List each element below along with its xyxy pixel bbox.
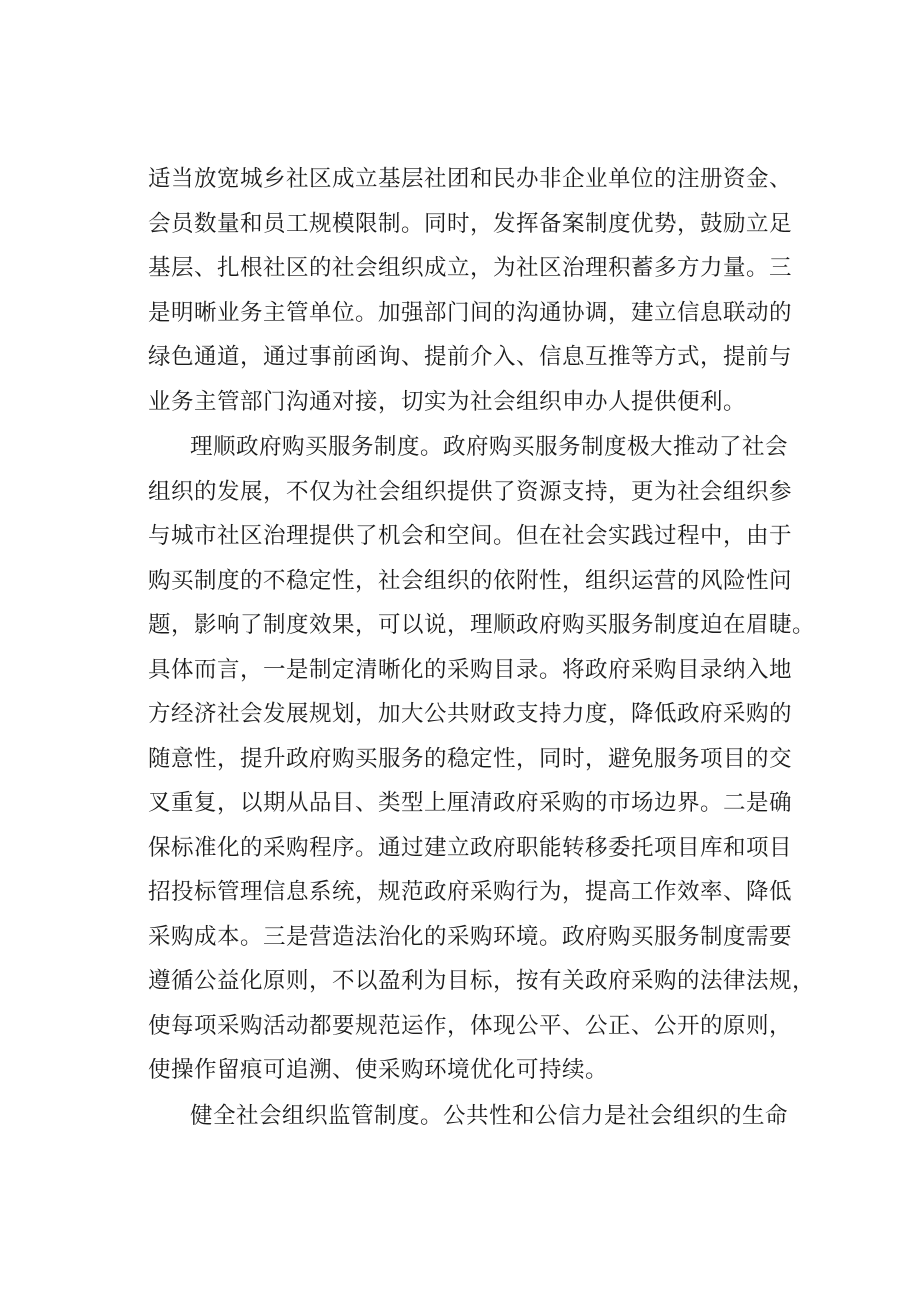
- paragraph-line: 保标准化的采购程序。通过建立政府职能转移委托项目库和项目: [148, 834, 793, 861]
- paragraph-line: 业务主管部门沟通对接，切实为社会组织申办人提供便利。: [148, 388, 747, 415]
- paragraph-line: 适当放宽城乡社区成立基层社团和民办非企业单位的注册资金、: [148, 166, 793, 192]
- document-body: [148, 157, 816, 1138]
- paragraph-line: 使操作留痕可追溯、使采购环境优化可持续。: [148, 1057, 609, 1083]
- paragraph-3: [148, 1094, 808, 1139]
- paragraph-line: 遵循公益化原则，不以盈利为目标，按有关政府采购的法律法规，: [148, 968, 816, 994]
- paragraph-1: [148, 157, 808, 424]
- paragraph-2: [148, 425, 816, 1093]
- paragraph-line: 采购成本。三是营造法治化的采购环境。政府购买服务制度需要: [148, 923, 793, 950]
- paragraph-line: 题，影响了制度效果，可以说，理顺政府购买服务制度迫在眉睫。: [148, 612, 816, 638]
- paragraph-line: 是明晰业务主管单位。加强部门间的沟通协调，建立信息联动的: [148, 299, 793, 326]
- paragraph-line: 方经济社会发展规划，加大公共财政支持力度，降低政府采购的: [148, 701, 793, 727]
- paragraph-line: 与城市社区治理提供了机会和空间。但在社会实践过程中，由于: [148, 523, 793, 549]
- paragraph-line: 随意性，提升政府购买服务的稳定性，同时，避免服务项目的交: [148, 745, 793, 772]
- paragraph-line: 具体而言，一是制定清晰化的采购目录。将政府采购目录纳入地: [148, 656, 793, 683]
- paragraph-line: 基层、扎根社区的社会组织成立，为社区治理积蓄多方力量。三: [148, 255, 793, 281]
- paragraph-line: 使每项采购活动都要规范运作，体现公平、公正、公开的原则，: [148, 1012, 793, 1039]
- paragraph-line: 会员数量和员工规模限制。同时，发挥备案制度优势，鼓励立足: [148, 210, 793, 237]
- paragraph-line: 健全社会组织监管制度。公共性和公信力是社会组织的生命: [190, 1102, 789, 1129]
- paragraph-line: 组织的发展，不仅为社会组织提供了资源支持，更为社会组织参: [148, 478, 793, 505]
- paragraph-line: 购买制度的不稳定性，社会组织的依附性，组织运营的风险性问: [148, 567, 793, 594]
- paragraph-line: 叉重复，以期从品目、类型上厘清政府采购的市场边界。二是确: [148, 790, 793, 816]
- paragraph-line: 招投标管理信息系统，规范政府采购行为，提高工作效率、降低: [148, 879, 793, 905]
- paragraph-line: 绿色通道，通过事前函询、提前介入、信息互推等方式，提前与: [148, 344, 793, 370]
- paragraph-line: 理顺政府购买服务制度。政府购买服务制度极大推动了社会: [190, 434, 789, 460]
